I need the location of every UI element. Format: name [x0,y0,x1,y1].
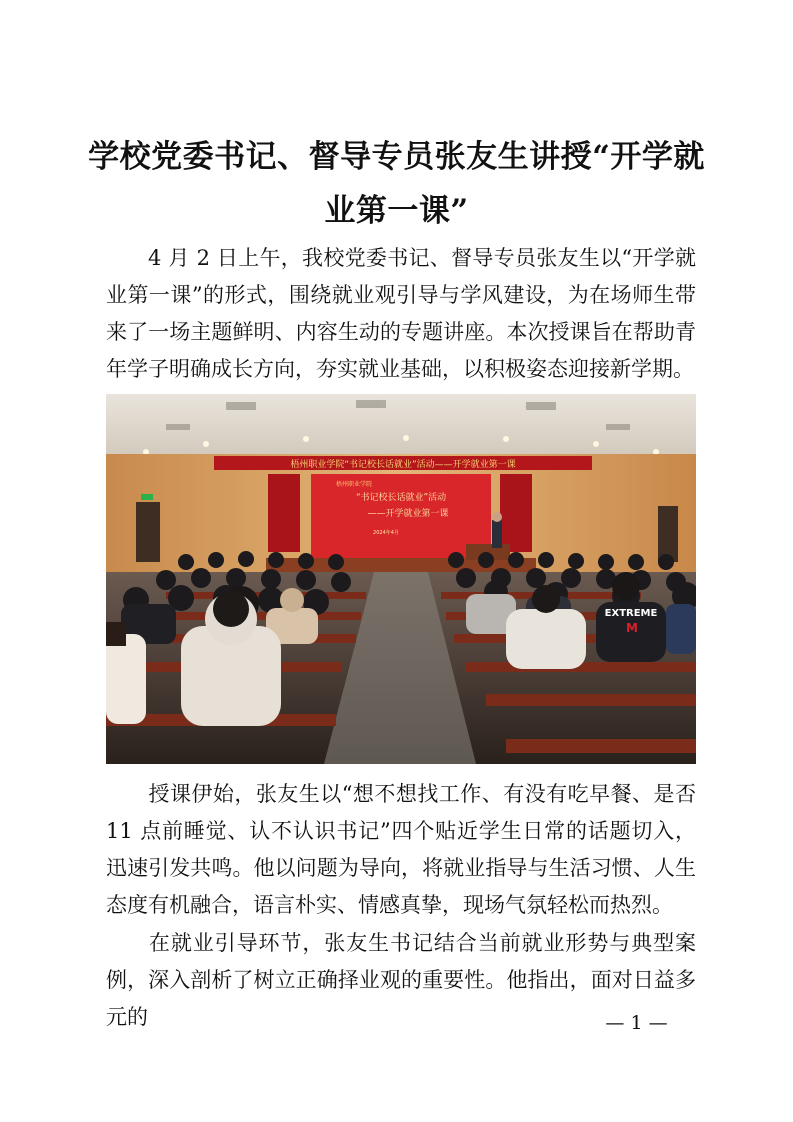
left-curtain [268,474,300,552]
banner-text: 梧州职业学院“书记校长话就业”活动——开学就业第一课 [290,460,516,470]
title-line-1: 学校党委书记、督导专员张友生讲授“开学就 [88,139,705,175]
screen-logo: 梧州职业学院 [336,481,373,488]
page-number [0,1012,793,1034]
paragraph-3-text: 在就业引导环节，张友生书记结合当前就业形势与典型案例，深入剖析了树立正确择业观的重要性。他指出，面对日益多元的 [106,931,696,1029]
lecture-hall-image [106,394,696,764]
page-number-text: — 1 — [605,1012,668,1034]
shirt-text-1: EXTREME [604,608,658,619]
paragraph-2-text: 授课伊始，张友生以“想不想找工作、有没有吃早餐、是否 11 点前睡觉、认不认识书记”四个贴近学生日常的话题切入，迅速引发共鸣。他以问题为导向，将就业指导与生活习惯、人生态度有机融合，语言朴实、情感真挚，现场气氛轻松而热烈。 [106,782,696,917]
screen-date: 2024年4月 [373,530,399,536]
shirt-text-2: M [626,621,638,635]
article-title [80,130,713,238]
lecture-photo [106,394,696,764]
title-line-2: 业第一课” [324,193,469,229]
screen-line-1: “书记校长话就业”活动 [355,493,447,503]
right-curtain [500,474,532,552]
paragraph-1-text: 4 月 2 日上午，我校党委书记、督导专员张友生以“开学就业第一课”的形式，围绕就业观引导与学风建设，为在场师生带来了一场主题鲜明、内容生动的专题讲座。本次授课旨在帮助青年学子明确成长方向，夯实就业基础，以积极姿态迎接新学期。 [106,246,696,381]
screen-line-2: ——开学就业第一课 [367,509,449,519]
speaker [492,520,502,548]
paragraph-2 [106,776,696,924]
paragraph-1 [106,240,696,388]
student-white-sweater [506,609,586,669]
